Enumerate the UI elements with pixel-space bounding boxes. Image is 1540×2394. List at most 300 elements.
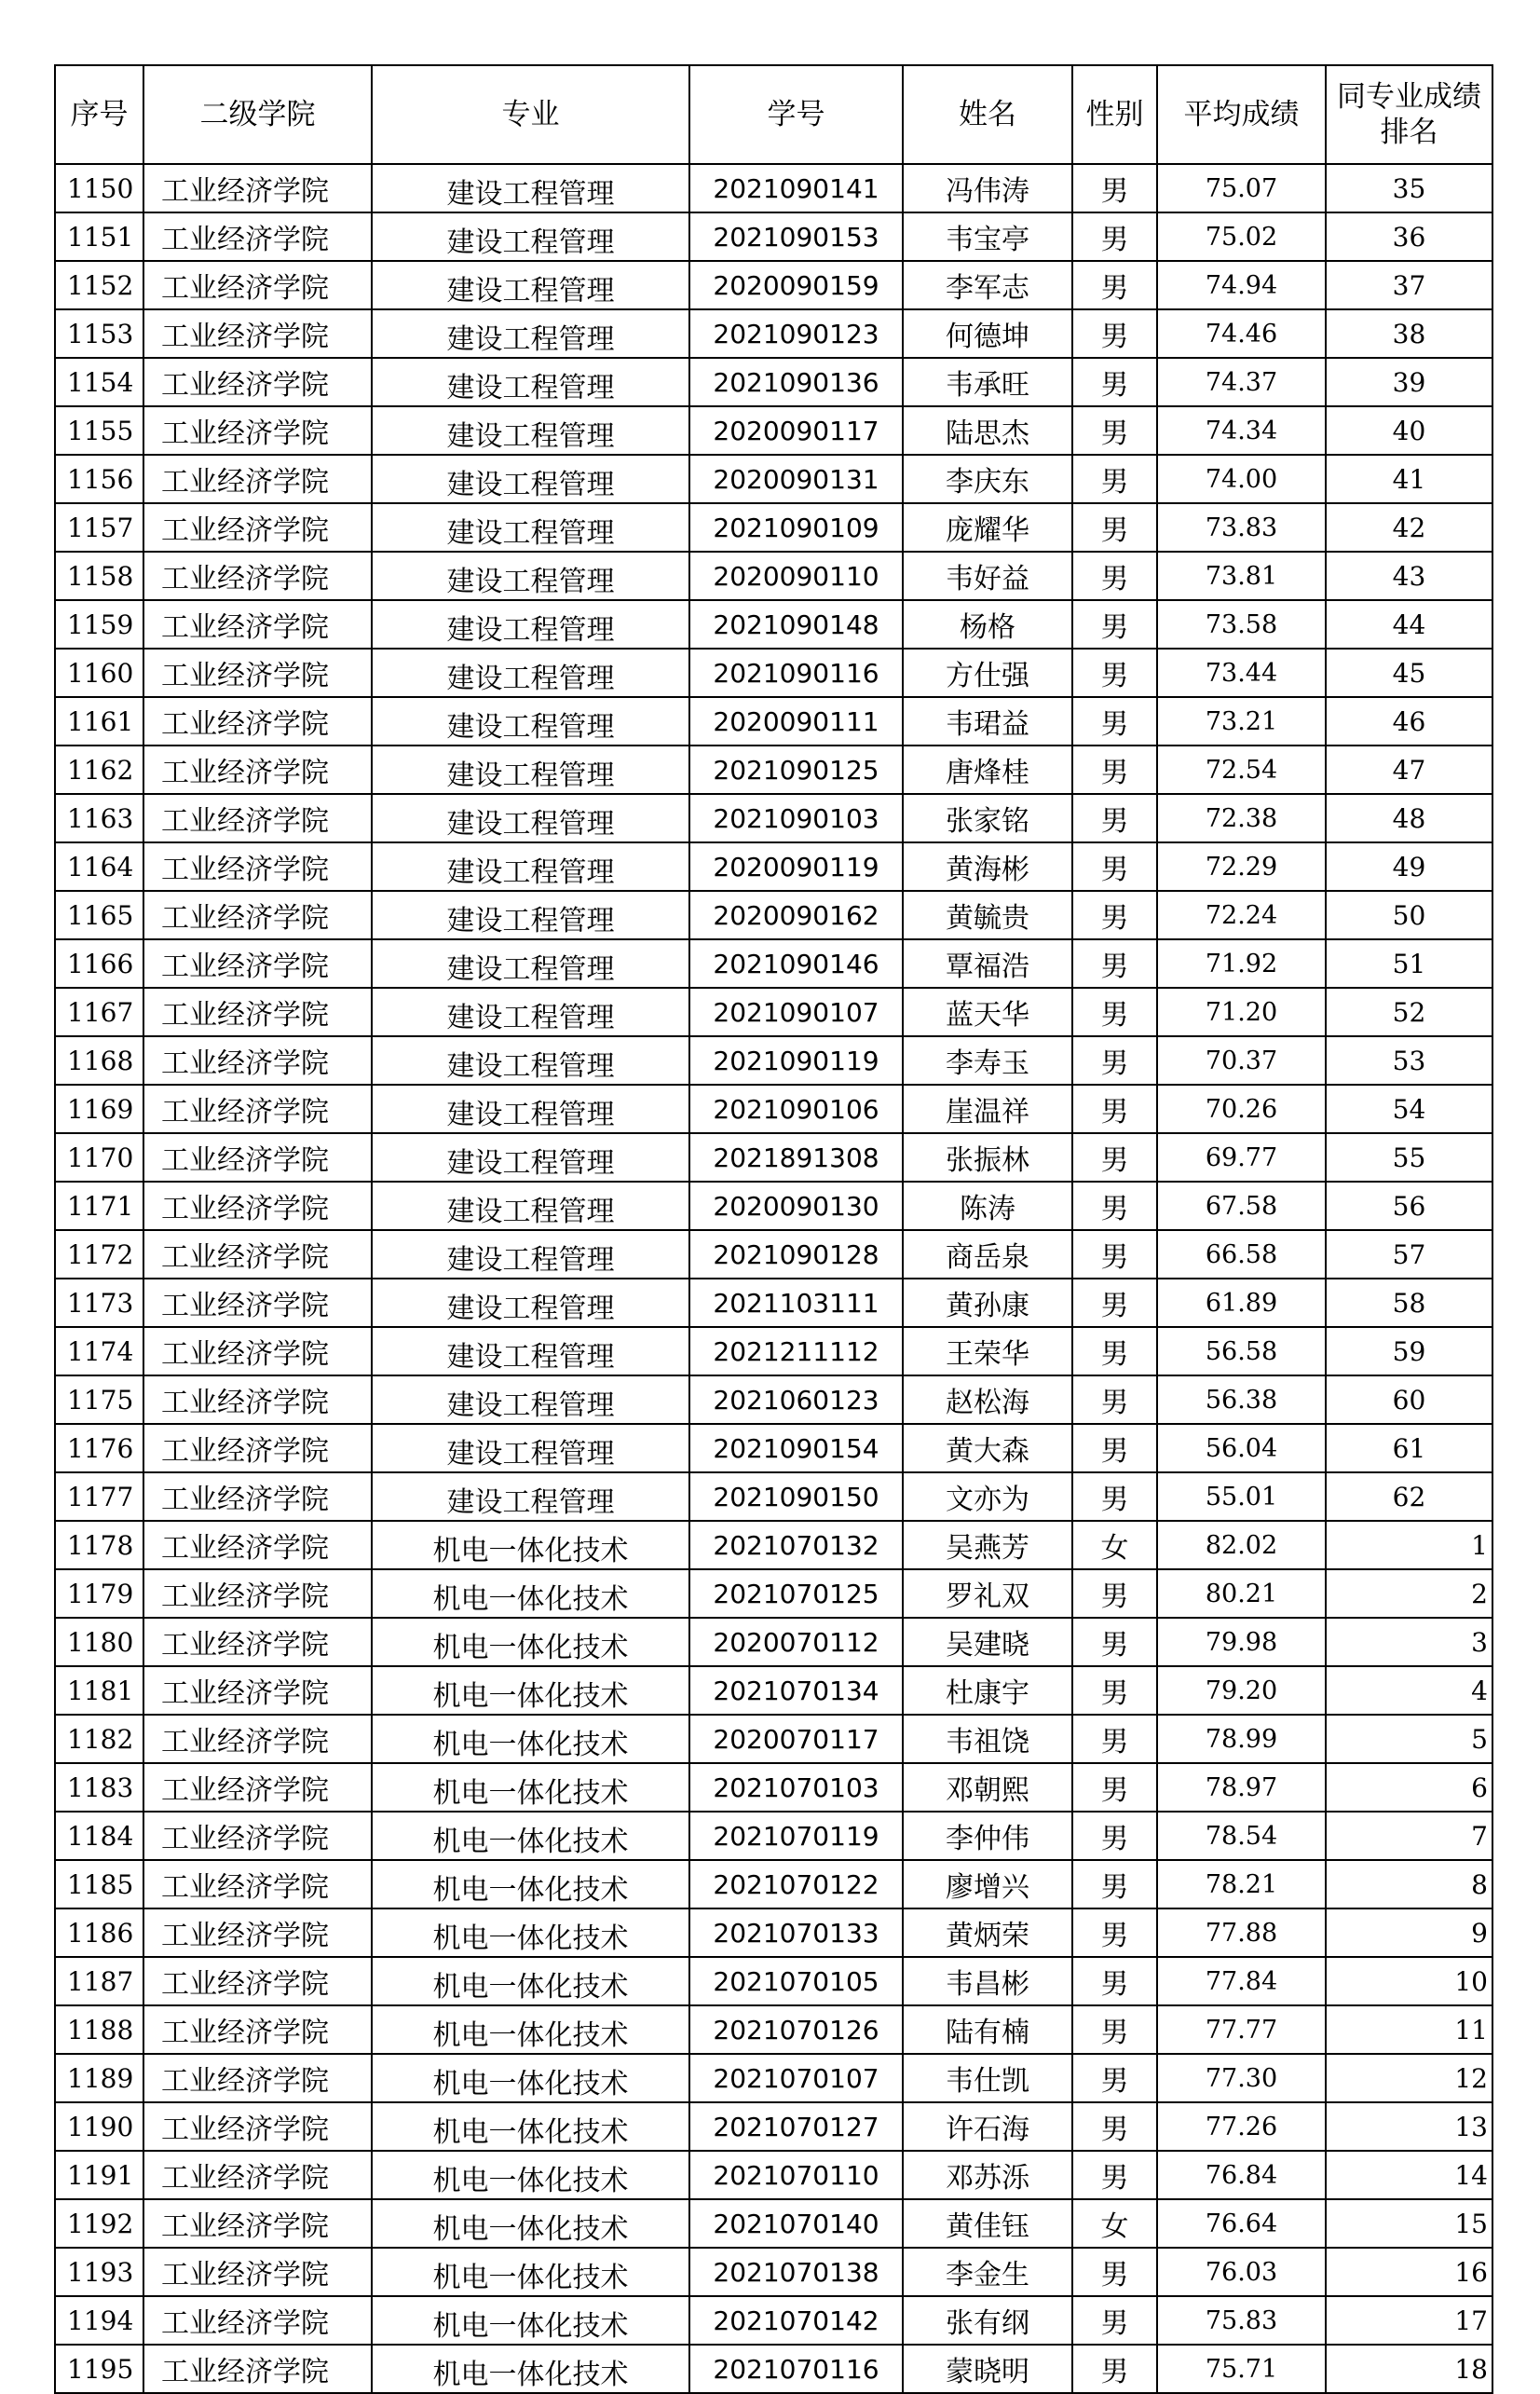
cell-name: 黄佳钰 (903, 2199, 1072, 2248)
cell-gender: 女 (1072, 2199, 1157, 2248)
cell-student-id: 2021070122 (689, 1860, 903, 1908)
cell-seq: 1173 (55, 1279, 143, 1327)
cell-seq: 1160 (55, 649, 143, 697)
table-row (55, 1521, 1492, 1569)
cell-rank: 42 (1326, 503, 1492, 552)
table-row (55, 1763, 1492, 1812)
cell-college: 工业经济学院 (143, 552, 372, 600)
cell-student-id: 2021103111 (689, 1279, 903, 1327)
cell-rank: 2 (1326, 1569, 1492, 1618)
cell-seq: 1153 (55, 309, 143, 358)
cell-college: 工业经济学院 (143, 1521, 372, 1569)
cell-avg-score: 71.92 (1157, 939, 1326, 988)
cell-rank: 60 (1326, 1375, 1492, 1424)
table-row (55, 406, 1492, 455)
cell-student-id: 2021070127 (689, 2102, 903, 2151)
cell-rank: 5 (1326, 1715, 1492, 1763)
cell-student-id: 2021090106 (689, 1085, 903, 1133)
cell-seq: 1186 (55, 1908, 143, 1957)
cell-gender: 男 (1072, 2296, 1157, 2345)
cell-major: 机电一体化技术 (372, 1908, 689, 1957)
cell-name: 陆有楠 (903, 2005, 1072, 2054)
cell-gender: 男 (1072, 1812, 1157, 1860)
cell-college: 工业经济学院 (143, 1036, 372, 1085)
cell-avg-score: 77.88 (1157, 1908, 1326, 1957)
table-body (55, 164, 1492, 2393)
cell-rank: 35 (1326, 164, 1492, 212)
cell-avg-score: 77.77 (1157, 2005, 1326, 2054)
cell-avg-score: 75.07 (1157, 164, 1326, 212)
cell-college: 工业经济学院 (143, 212, 372, 261)
table-row (55, 1085, 1492, 1133)
cell-name: 韦祖饶 (903, 1715, 1072, 1763)
cell-student-id: 2021211112 (689, 1327, 903, 1375)
table-row (55, 988, 1492, 1036)
cell-seq: 1158 (55, 552, 143, 600)
cell-avg-score: 74.94 (1157, 261, 1326, 309)
cell-gender: 男 (1072, 1279, 1157, 1327)
cell-major: 机电一体化技术 (372, 1812, 689, 1860)
cell-avg-score: 74.46 (1157, 309, 1326, 358)
cell-student-id: 2020070117 (689, 1715, 903, 1763)
cell-name: 冯伟涛 (903, 164, 1072, 212)
cell-name: 唐烽桂 (903, 746, 1072, 794)
cell-rank: 4 (1326, 1666, 1492, 1715)
cell-name: 黄大森 (903, 1424, 1072, 1472)
cell-seq: 1184 (55, 1812, 143, 1860)
cell-gender: 男 (1072, 455, 1157, 503)
cell-name: 黄毓贵 (903, 891, 1072, 939)
cell-gender: 男 (1072, 1569, 1157, 1618)
table-row (55, 649, 1492, 697)
table-row (55, 1860, 1492, 1908)
cell-seq: 1159 (55, 600, 143, 649)
cell-gender: 男 (1072, 939, 1157, 988)
cell-gender: 男 (1072, 261, 1157, 309)
cell-rank: 62 (1326, 1472, 1492, 1521)
cell-avg-score: 74.34 (1157, 406, 1326, 455)
cell-name: 吴建晓 (903, 1618, 1072, 1666)
cell-seq: 1157 (55, 503, 143, 552)
table-row (55, 358, 1492, 406)
cell-major: 建设工程管理 (372, 1424, 689, 1472)
cell-major: 建设工程管理 (372, 891, 689, 939)
table-row (55, 939, 1492, 988)
table-row (55, 746, 1492, 794)
cell-rank: 12 (1326, 2054, 1492, 2102)
cell-name: 何德坤 (903, 309, 1072, 358)
cell-student-id: 2021090154 (689, 1424, 903, 1472)
cell-college: 工业经济学院 (143, 1375, 372, 1424)
cell-gender: 男 (1072, 2102, 1157, 2151)
cell-rank: 15 (1326, 2199, 1492, 2248)
cell-major: 机电一体化技术 (372, 2345, 689, 2393)
grades-table (54, 64, 1493, 2394)
cell-name: 邓苏泺 (903, 2151, 1072, 2199)
cell-avg-score: 73.81 (1157, 552, 1326, 600)
table-row (55, 2054, 1492, 2102)
cell-rank: 8 (1326, 1860, 1492, 1908)
cell-seq: 1192 (55, 2199, 143, 2248)
cell-student-id: 2021070125 (689, 1569, 903, 1618)
cell-avg-score: 78.54 (1157, 1812, 1326, 1860)
cell-avg-score: 70.26 (1157, 1085, 1326, 1133)
cell-gender: 男 (1072, 697, 1157, 746)
cell-college: 工业经济学院 (143, 503, 372, 552)
table-row (55, 1036, 1492, 1085)
cell-avg-score: 73.44 (1157, 649, 1326, 697)
cell-student-id: 2020090162 (689, 891, 903, 939)
cell-major: 建设工程管理 (372, 1279, 689, 1327)
table-row (55, 2345, 1492, 2393)
cell-avg-score: 75.02 (1157, 212, 1326, 261)
cell-college: 工业经济学院 (143, 1085, 372, 1133)
cell-student-id: 2021090150 (689, 1472, 903, 1521)
header-seq: 序号 (55, 65, 143, 164)
table-row (55, 1569, 1492, 1618)
cell-gender: 男 (1072, 1085, 1157, 1133)
cell-college: 工业经济学院 (143, 794, 372, 842)
cell-gender: 男 (1072, 1133, 1157, 1182)
cell-college: 工业经济学院 (143, 842, 372, 891)
cell-gender: 男 (1072, 1327, 1157, 1375)
cell-major: 机电一体化技术 (372, 2199, 689, 2248)
cell-name: 韦宝亭 (903, 212, 1072, 261)
cell-seq: 1178 (55, 1521, 143, 1569)
cell-avg-score: 80.21 (1157, 1569, 1326, 1618)
cell-gender: 男 (1072, 2248, 1157, 2296)
cell-seq: 1180 (55, 1618, 143, 1666)
table-row (55, 2248, 1492, 2296)
cell-major: 机电一体化技术 (372, 1860, 689, 1908)
cell-seq: 1176 (55, 1424, 143, 1472)
cell-seq: 1163 (55, 794, 143, 842)
cell-gender: 男 (1072, 1375, 1157, 1424)
cell-name: 韦昌彬 (903, 1957, 1072, 2005)
cell-avg-score: 76.64 (1157, 2199, 1326, 2248)
table-row (55, 1812, 1492, 1860)
cell-major: 机电一体化技术 (372, 2151, 689, 2199)
cell-major: 建设工程管理 (372, 1085, 689, 1133)
cell-college: 工业经济学院 (143, 891, 372, 939)
cell-avg-score: 77.84 (1157, 1957, 1326, 2005)
cell-student-id: 2021070110 (689, 2151, 903, 2199)
cell-name: 赵松海 (903, 1375, 1072, 1424)
cell-avg-score: 74.00 (1157, 455, 1326, 503)
cell-seq: 1183 (55, 1763, 143, 1812)
cell-college: 工业经济学院 (143, 1133, 372, 1182)
cell-student-id: 2021070142 (689, 2296, 903, 2345)
cell-rank: 17 (1326, 2296, 1492, 2345)
cell-major: 建设工程管理 (372, 746, 689, 794)
cell-seq: 1187 (55, 1957, 143, 2005)
cell-rank: 51 (1326, 939, 1492, 988)
cell-rank: 54 (1326, 1085, 1492, 1133)
cell-college: 工业经济学院 (143, 1715, 372, 1763)
table-row (55, 212, 1492, 261)
cell-college: 工业经济学院 (143, 939, 372, 988)
table-row (55, 794, 1492, 842)
cell-name: 韦仕凯 (903, 2054, 1072, 2102)
cell-avg-score: 72.38 (1157, 794, 1326, 842)
header-college: 二级学院 (143, 65, 372, 164)
cell-major: 建设工程管理 (372, 1036, 689, 1085)
header-name: 姓名 (903, 65, 1072, 164)
cell-avg-score: 77.30 (1157, 2054, 1326, 2102)
cell-name: 韦好益 (903, 552, 1072, 600)
cell-major: 建设工程管理 (372, 406, 689, 455)
cell-student-id: 2021090116 (689, 649, 903, 697)
cell-avg-score: 75.83 (1157, 2296, 1326, 2345)
cell-name: 杨格 (903, 600, 1072, 649)
cell-avg-score: 73.21 (1157, 697, 1326, 746)
cell-college: 工业经济学院 (143, 697, 372, 746)
cell-college: 工业经济学院 (143, 1957, 372, 2005)
table-row (55, 2102, 1492, 2151)
cell-avg-score: 55.01 (1157, 1472, 1326, 1521)
cell-college: 工业经济学院 (143, 1908, 372, 1957)
table-row (55, 891, 1492, 939)
cell-gender: 女 (1072, 1521, 1157, 1569)
cell-college: 工业经济学院 (143, 988, 372, 1036)
cell-name: 崖温祥 (903, 1085, 1072, 1133)
cell-gender: 男 (1072, 1666, 1157, 1715)
cell-student-id: 2021070103 (689, 1763, 903, 1812)
cell-college: 工业经济学院 (143, 2199, 372, 2248)
cell-rank: 46 (1326, 697, 1492, 746)
cell-seq: 1190 (55, 2102, 143, 2151)
cell-rank: 50 (1326, 891, 1492, 939)
cell-name: 黄炳荣 (903, 1908, 1072, 1957)
cell-major: 建设工程管理 (372, 649, 689, 697)
table-row (55, 842, 1492, 891)
table-row (55, 1472, 1492, 1521)
cell-name: 方仕强 (903, 649, 1072, 697)
cell-student-id: 2020090131 (689, 455, 903, 503)
cell-student-id: 2021070133 (689, 1908, 903, 1957)
cell-major: 建设工程管理 (372, 261, 689, 309)
cell-student-id: 2021070119 (689, 1812, 903, 1860)
cell-avg-score: 74.37 (1157, 358, 1326, 406)
cell-seq: 1161 (55, 697, 143, 746)
cell-student-id: 2021090125 (689, 746, 903, 794)
cell-major: 建设工程管理 (372, 988, 689, 1036)
cell-rank: 37 (1326, 261, 1492, 309)
cell-student-id: 2021090107 (689, 988, 903, 1036)
cell-rank: 38 (1326, 309, 1492, 358)
cell-major: 建设工程管理 (372, 503, 689, 552)
cell-major: 机电一体化技术 (372, 1569, 689, 1618)
cell-student-id: 2020090119 (689, 842, 903, 891)
cell-avg-score: 79.20 (1157, 1666, 1326, 1715)
cell-avg-score: 82.02 (1157, 1521, 1326, 1569)
cell-college: 工业经济学院 (143, 309, 372, 358)
cell-rank: 47 (1326, 746, 1492, 794)
cell-major: 机电一体化技术 (372, 1715, 689, 1763)
cell-name: 黄孙康 (903, 1279, 1072, 1327)
cell-gender: 男 (1072, 2005, 1157, 2054)
cell-college: 工业经济学院 (143, 1472, 372, 1521)
cell-student-id: 2021090123 (689, 309, 903, 358)
cell-avg-score: 56.04 (1157, 1424, 1326, 1472)
cell-major: 机电一体化技术 (372, 1666, 689, 1715)
header-rank: 同专业成绩排名 (1326, 65, 1492, 164)
cell-seq: 1155 (55, 406, 143, 455)
cell-gender: 男 (1072, 988, 1157, 1036)
cell-major: 建设工程管理 (372, 697, 689, 746)
cell-gender: 男 (1072, 406, 1157, 455)
cell-name: 商岳泉 (903, 1230, 1072, 1279)
cell-gender: 男 (1072, 503, 1157, 552)
cell-avg-score: 73.83 (1157, 503, 1326, 552)
cell-rank: 13 (1326, 2102, 1492, 2151)
table-row (55, 600, 1492, 649)
table-row (55, 455, 1492, 503)
cell-rank: 7 (1326, 1812, 1492, 1860)
cell-major: 建设工程管理 (372, 939, 689, 988)
cell-major: 建设工程管理 (372, 1472, 689, 1521)
cell-avg-score: 56.38 (1157, 1375, 1326, 1424)
cell-seq: 1191 (55, 2151, 143, 2199)
cell-college: 工业经济学院 (143, 1279, 372, 1327)
cell-student-id: 2021060123 (689, 1375, 903, 1424)
cell-student-id: 2021891308 (689, 1133, 903, 1182)
cell-gender: 男 (1072, 1424, 1157, 1472)
cell-seq: 1181 (55, 1666, 143, 1715)
cell-gender: 男 (1072, 1908, 1157, 1957)
cell-avg-score: 71.20 (1157, 988, 1326, 1036)
table-header (55, 65, 1492, 164)
cell-rank: 6 (1326, 1763, 1492, 1812)
cell-avg-score: 70.37 (1157, 1036, 1326, 1085)
cell-rank: 16 (1326, 2248, 1492, 2296)
cell-rank: 41 (1326, 455, 1492, 503)
cell-avg-score: 69.77 (1157, 1133, 1326, 1182)
table-row (55, 1908, 1492, 1957)
table-row (55, 1182, 1492, 1230)
cell-college: 工业经济学院 (143, 1230, 372, 1279)
cell-college: 工业经济学院 (143, 164, 372, 212)
cell-major: 机电一体化技术 (372, 2005, 689, 2054)
cell-seq: 1166 (55, 939, 143, 988)
cell-seq: 1177 (55, 1472, 143, 1521)
cell-major: 机电一体化技术 (372, 1763, 689, 1812)
cell-major: 机电一体化技术 (372, 2102, 689, 2151)
cell-student-id: 2020090130 (689, 1182, 903, 1230)
table-row (55, 552, 1492, 600)
cell-seq: 1167 (55, 988, 143, 1036)
cell-seq: 1189 (55, 2054, 143, 2102)
cell-college: 工业经济学院 (143, 2151, 372, 2199)
cell-name: 杜康宇 (903, 1666, 1072, 1715)
table-row (55, 1133, 1492, 1182)
cell-gender: 男 (1072, 1715, 1157, 1763)
cell-name: 蓝天华 (903, 988, 1072, 1036)
cell-college: 工业经济学院 (143, 1812, 372, 1860)
cell-rank: 59 (1326, 1327, 1492, 1375)
cell-name: 蒙晓明 (903, 2345, 1072, 2393)
cell-rank: 3 (1326, 1618, 1492, 1666)
cell-college: 工业经济学院 (143, 1860, 372, 1908)
cell-college: 工业经济学院 (143, 1569, 372, 1618)
table-row (55, 697, 1492, 746)
cell-avg-score: 72.29 (1157, 842, 1326, 891)
table-row (55, 1230, 1492, 1279)
cell-student-id: 2021070126 (689, 2005, 903, 2054)
cell-seq: 1172 (55, 1230, 143, 1279)
cell-name: 庞耀华 (903, 503, 1072, 552)
cell-college: 工业经济学院 (143, 1327, 372, 1375)
cell-major: 机电一体化技术 (372, 2054, 689, 2102)
cell-gender: 男 (1072, 212, 1157, 261)
cell-gender: 男 (1072, 1036, 1157, 1085)
cell-college: 工业经济学院 (143, 2005, 372, 2054)
cell-student-id: 2021090103 (689, 794, 903, 842)
cell-avg-score: 79.98 (1157, 1618, 1326, 1666)
cell-seq: 1162 (55, 746, 143, 794)
cell-gender: 男 (1072, 1182, 1157, 1230)
cell-avg-score: 66.58 (1157, 1230, 1326, 1279)
cell-name: 李寿玉 (903, 1036, 1072, 1085)
cell-student-id: 2021070134 (689, 1666, 903, 1715)
cell-major: 建设工程管理 (372, 794, 689, 842)
cell-major: 建设工程管理 (372, 309, 689, 358)
cell-rank: 18 (1326, 2345, 1492, 2393)
cell-rank: 44 (1326, 600, 1492, 649)
cell-rank: 36 (1326, 212, 1492, 261)
cell-rank: 1 (1326, 1521, 1492, 1569)
cell-gender: 男 (1072, 1230, 1157, 1279)
cell-student-id: 2021070107 (689, 2054, 903, 2102)
cell-name: 王荣华 (903, 1327, 1072, 1375)
table-row (55, 309, 1492, 358)
cell-rank: 49 (1326, 842, 1492, 891)
cell-gender: 男 (1072, 1957, 1157, 2005)
cell-rank: 40 (1326, 406, 1492, 455)
cell-major: 建设工程管理 (372, 1230, 689, 1279)
cell-seq: 1194 (55, 2296, 143, 2345)
cell-major: 机电一体化技术 (372, 1618, 689, 1666)
cell-name: 罗礼双 (903, 1569, 1072, 1618)
cell-major: 建设工程管理 (372, 1182, 689, 1230)
cell-seq: 1188 (55, 2005, 143, 2054)
cell-gender: 男 (1072, 1860, 1157, 1908)
cell-avg-score: 76.03 (1157, 2248, 1326, 2296)
cell-seq: 1195 (55, 2345, 143, 2393)
cell-college: 工业经济学院 (143, 1424, 372, 1472)
cell-college: 工业经济学院 (143, 649, 372, 697)
cell-seq: 1179 (55, 1569, 143, 1618)
table-row (55, 1618, 1492, 1666)
cell-avg-score: 56.58 (1157, 1327, 1326, 1375)
cell-seq: 1169 (55, 1085, 143, 1133)
cell-avg-score: 78.21 (1157, 1860, 1326, 1908)
cell-rank: 39 (1326, 358, 1492, 406)
cell-name: 李军志 (903, 261, 1072, 309)
cell-gender: 男 (1072, 842, 1157, 891)
cell-avg-score: 72.54 (1157, 746, 1326, 794)
table-row (55, 164, 1492, 212)
cell-rank: 56 (1326, 1182, 1492, 1230)
cell-gender: 男 (1072, 600, 1157, 649)
cell-college: 工业经济学院 (143, 2054, 372, 2102)
cell-rank: 58 (1326, 1279, 1492, 1327)
cell-name: 韦珺益 (903, 697, 1072, 746)
cell-gender: 男 (1072, 2345, 1157, 2393)
cell-name: 张家铭 (903, 794, 1072, 842)
cell-gender: 男 (1072, 552, 1157, 600)
cell-seq: 1156 (55, 455, 143, 503)
